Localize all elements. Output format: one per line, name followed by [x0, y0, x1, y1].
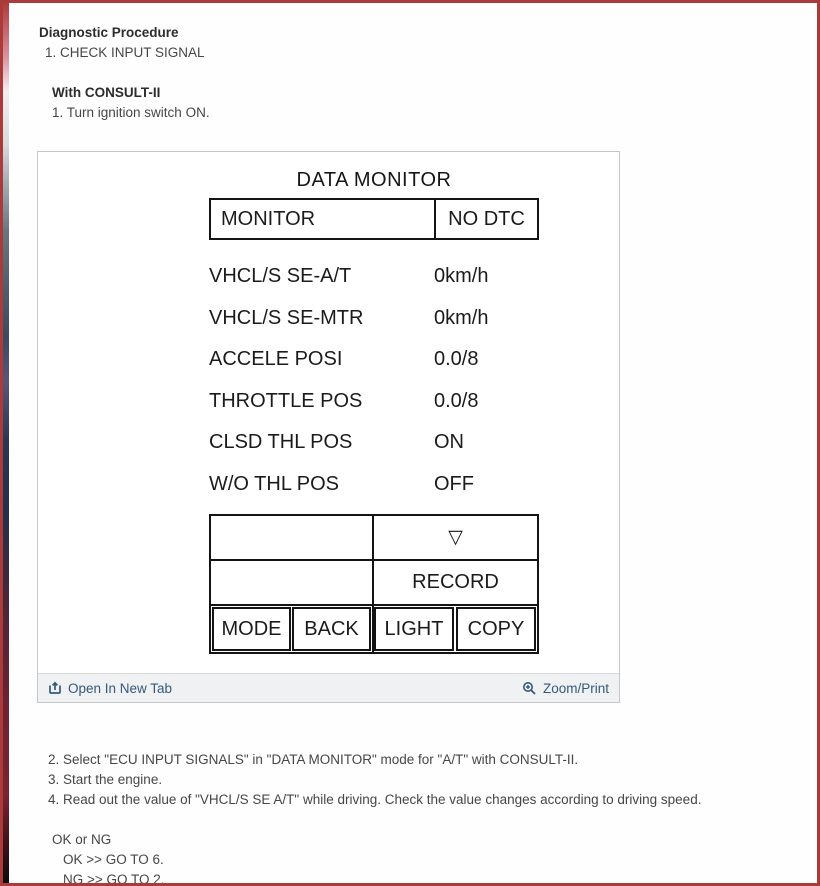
- monitor-header-table: [209, 198, 539, 240]
- back-button: BACK: [292, 607, 371, 651]
- empty-cell: [211, 561, 374, 604]
- step-3: 3. Start the engine.: [48, 772, 163, 787]
- step-4: 4. Read out the value of "VHCL/S SE A/T" while driving. Check the value changes according to driving speed.: [48, 792, 702, 807]
- ok-or-ng-label: OK or NG: [52, 832, 112, 847]
- record-button: RECORD: [412, 571, 499, 593]
- procedure-steps: [37, 750, 817, 810]
- open-in-new-tab-link[interactable]: [48, 681, 172, 696]
- result-ng: NG >> GO TO 2.: [63, 872, 165, 886]
- copy-button: COPY: [456, 607, 536, 651]
- row-label: ACCELE POSI: [209, 348, 343, 371]
- row-label: VHCL/S SE-A/T: [209, 265, 352, 288]
- open-in-new-tab-label: Open In New Tab: [68, 680, 173, 696]
- button-row-scroll: [211, 516, 537, 561]
- result-block: [37, 830, 817, 886]
- monitor-row-wo-thl-pos: [209, 464, 549, 506]
- row-label: THROTTLE POS: [209, 389, 363, 412]
- bottom-left-pair: [211, 606, 374, 652]
- monitor-row-accele-posi: [209, 339, 549, 381]
- row-value: OFF: [434, 472, 474, 495]
- row-label: VHCL/S SE-MTR: [209, 306, 364, 329]
- step-1-check-input-signal: 1. CHECK INPUT SIGNAL: [45, 45, 205, 60]
- row-label: CLSD THL POS: [209, 431, 353, 454]
- page-content: [3, 3, 817, 886]
- subheading-with-consult: With CONSULT-II: [52, 85, 161, 100]
- row-label: W/O THL POS: [209, 472, 340, 495]
- open-in-new-tab-icon: [48, 681, 62, 695]
- monitor-header-no-dtc: NO DTC: [448, 207, 525, 230]
- button-row-bottom: [211, 606, 537, 652]
- monitor-button-table: [209, 514, 539, 654]
- monitor-row-vhcl-se-mtr: [209, 298, 549, 340]
- zoom-print-label: Zoom/Print: [542, 680, 609, 696]
- consult-screen-figure: [37, 151, 620, 703]
- row-value: 0km/h: [434, 265, 489, 288]
- page-title: Diagnostic Procedure: [39, 25, 179, 40]
- row-value: 0.0/8: [434, 348, 479, 371]
- data-monitor-title: DATA MONITOR: [296, 169, 452, 191]
- scroll-down-cell: [374, 516, 537, 559]
- scroll-down-triangle-icon: ▽: [448, 527, 463, 548]
- button-row-record: [211, 561, 537, 606]
- monitor-data-rows: [209, 256, 549, 505]
- monitor-row-throttle-pos: [209, 381, 549, 423]
- data-monitor-screen: [38, 152, 619, 673]
- monitor-row-vhcl-se-at: [209, 256, 549, 298]
- mode-button: MODE: [212, 607, 291, 651]
- zoom-in-icon: [522, 681, 537, 696]
- light-button: LIGHT: [374, 607, 454, 651]
- bottom-right-pair: [374, 606, 537, 652]
- zoom-print-link[interactable]: [522, 681, 609, 696]
- figure-toolbar: [38, 673, 619, 702]
- row-value: 0km/h: [434, 306, 489, 329]
- empty-cell: [211, 516, 374, 559]
- left-edge-artifact: [3, 3, 9, 883]
- substep-turn-ignition-on: 1. Turn ignition switch ON.: [52, 105, 210, 120]
- step-2: 2. Select "ECU INPUT SIGNALS" in "DATA MONITOR" mode for "A/T" with CONSULT-II.: [48, 752, 579, 767]
- row-value: 0.0/8: [434, 389, 479, 412]
- monitor-row-clsd-thl-pos: [209, 422, 549, 464]
- monitor-header-left: MONITOR: [211, 200, 436, 238]
- row-value: ON: [434, 431, 464, 454]
- result-ok: OK >> GO TO 6.: [63, 852, 164, 867]
